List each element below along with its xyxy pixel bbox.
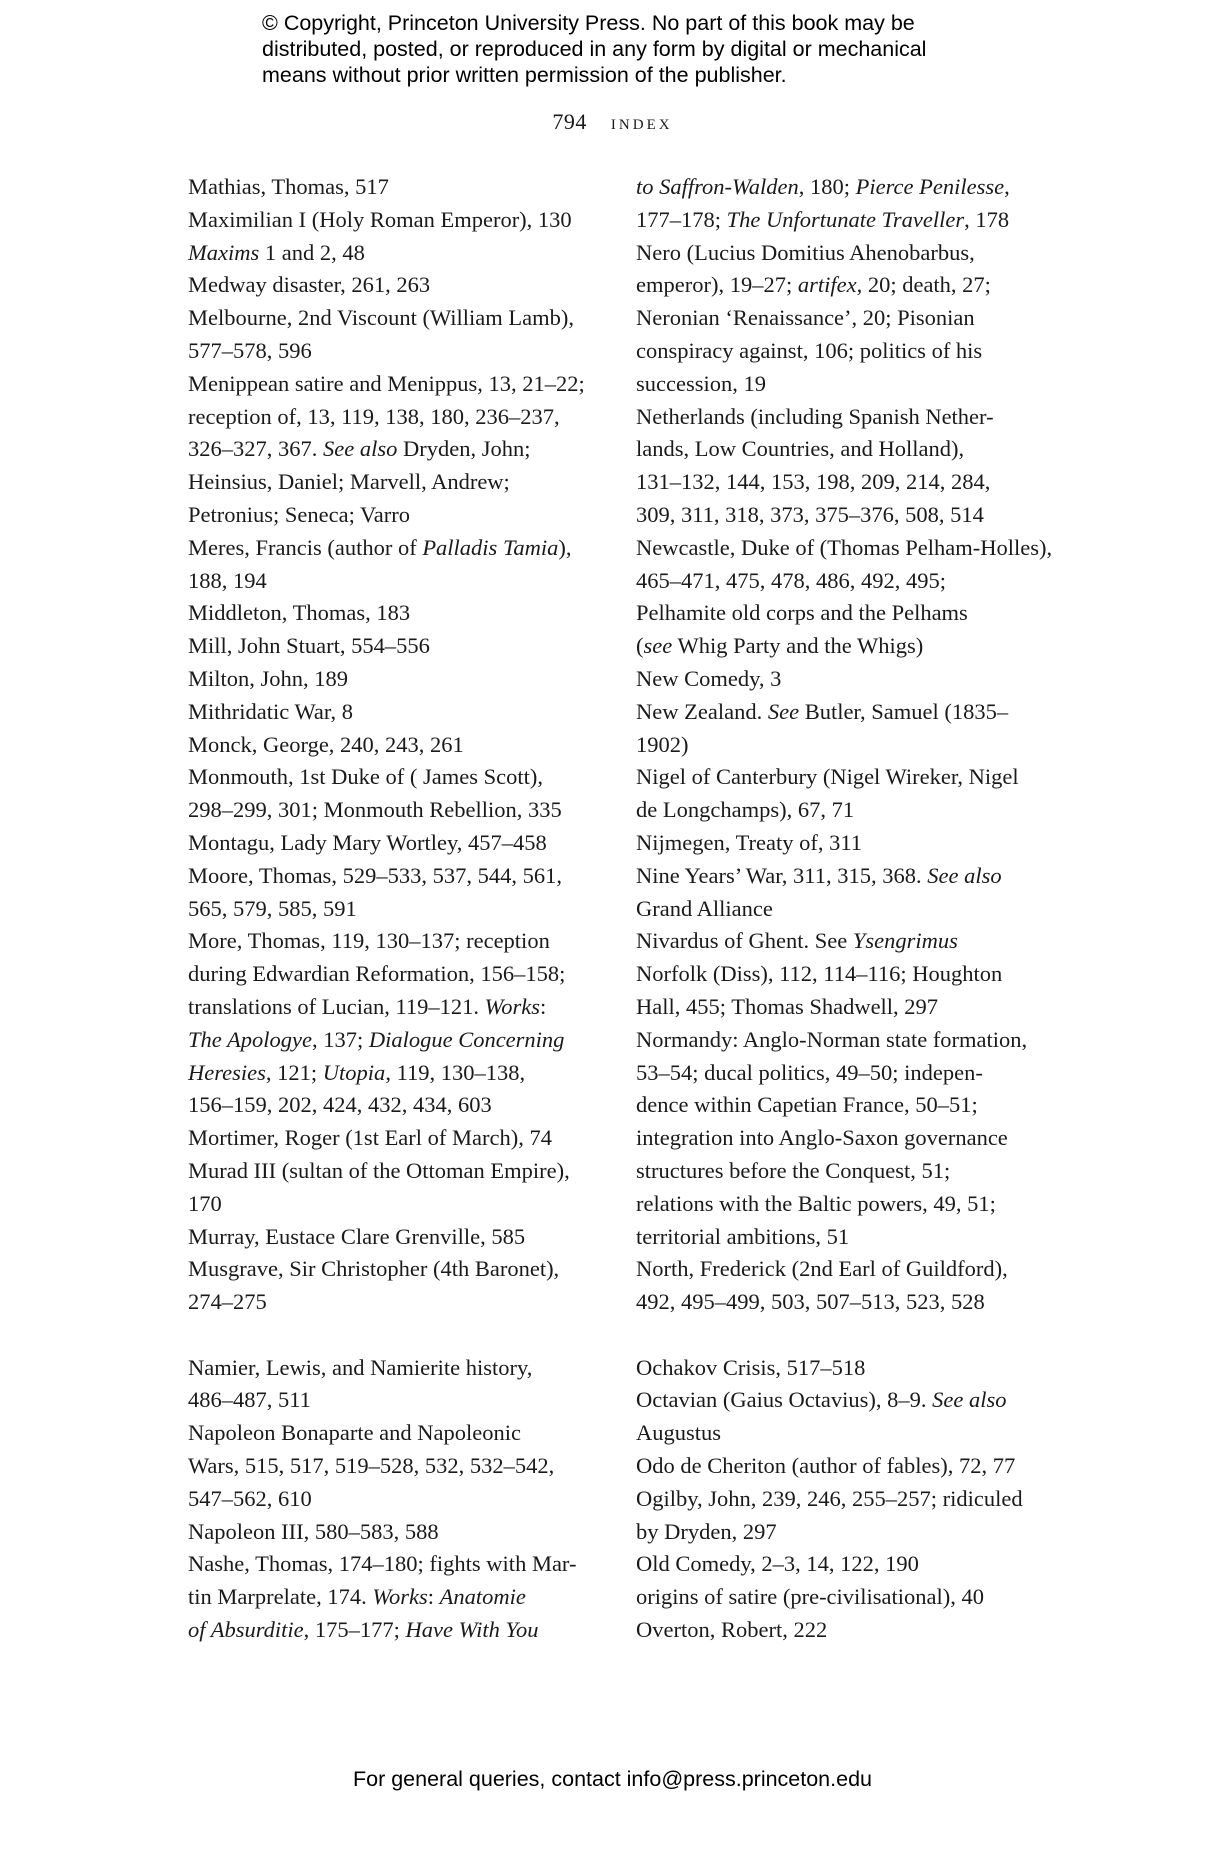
entry-text: Nijmegen, Treaty of, 311 [636,829,863,855]
index-entry-line [188,1221,608,1254]
letter-group-gap [188,1319,608,1352]
index-entry [188,597,608,630]
entry-text: during Edwardian Reformation, 156–158; [188,961,566,987]
entry-text: 170 [188,1190,222,1216]
entry-text: New Comedy, 3 [636,665,782,691]
entry-text: conspiracy against, 106; politics of his [636,337,983,363]
index-entry-line [188,1417,608,1450]
index-entry-line [188,958,608,991]
entry-text: Napoleon III, 580–583, 588 [188,1518,439,1544]
entry-text: Napoleon Bonaparte and Napoleonic [188,1420,522,1446]
index-entry-line [636,761,1056,794]
index-entry-continuation [636,171,1056,237]
entry-text: Old Comedy, 2–3, 14, 122, 190 [636,1551,919,1577]
index-entry-line [636,565,1056,598]
index-entry [188,171,608,204]
entry-text: , 175–177; [303,1617,406,1643]
index-entry-line [188,1155,608,1188]
entry-text: Ogilby, John, 239, 246, 255–257; ridiculed [636,1485,1023,1511]
entry-text: Whig Party and the Whigs) [672,633,924,659]
italic-text: Utopia [322,1059,386,1085]
entry-text: 1 and 2, 48 [259,239,365,265]
index-entry-line [188,1122,608,1155]
running-head [0,109,1225,135]
index-entry-line [636,204,1056,237]
entry-text: Nero (Lucius Domitius Ahenobarbus, [636,239,975,265]
entry-text: lands, Low Countries, and Holland), [636,436,965,462]
index-entry-line [636,1417,1056,1450]
index-entry [188,630,608,663]
index-entry [188,1417,608,1515]
index-entry-line [188,1286,608,1319]
index-entry-line [188,1450,608,1483]
entry-text: 1902) [636,731,689,757]
index-entry-line [188,237,608,270]
index-entry-line [188,1352,608,1385]
copyright-line: distributed, posted, or reproduced in any form by digital or mechanical [262,37,927,61]
index-entry-line [636,1483,1056,1516]
entry-text: 188, 194 [188,567,267,593]
entry-text: Nivardus of Ghent. See [636,928,853,954]
entry-text: Murad III (sultan of the Ottoman Empire), [188,1157,570,1183]
index-entry-line [188,663,608,696]
index-entry [636,663,1056,696]
index-entry-line [636,171,1056,204]
index-entry-line [636,630,1056,663]
entry-text: Murray, Eustace Clare Grenville, 585 [188,1223,526,1249]
entry-text: , 20; death, 27; [856,272,991,298]
index-entry [188,237,608,270]
index-entry-line [636,729,1056,762]
entry-text: 486–487, 511 [188,1387,311,1413]
index-entry [636,1253,1056,1319]
index-entry-line [636,1352,1056,1385]
entry-text: by Dryden, 297 [636,1518,777,1544]
entry-text: de Longchamps), 67, 71 [636,797,855,823]
index-entry-line [188,696,608,729]
italic-text: Heresies [188,1059,266,1085]
index-entry [636,958,1056,1024]
entry-text: Dryden, John; [397,436,531,462]
index-entry-line [636,597,1056,630]
index-entry-line [636,860,1056,893]
index-entry-line [636,827,1056,860]
index-entry-line [636,532,1056,565]
entry-text: reception of, 13, 119, 138, 180, 236–237, [188,403,560,429]
entry-text: , 178 [964,206,1010,232]
index-entry-line [636,302,1056,335]
index-entry-line [636,269,1056,302]
index-entry-line [188,1057,608,1090]
index-entry-line [188,1089,608,1122]
index-entry-line [188,433,608,466]
index-entry [636,1483,1056,1549]
entry-text: Mithridatic War, 8 [188,698,353,724]
entry-text: 131–132, 144, 153, 198, 209, 214, 284, [636,469,991,495]
entry-text: North, Frederick (2nd Earl of Guildford), [636,1256,1008,1282]
entry-text: Augustus [636,1420,722,1446]
index-entry [636,761,1056,827]
entry-text: 156–159, 202, 424, 432, 434, 603 [188,1092,492,1118]
entry-text: Monmouth, 1st Duke of ( James Scott), [188,764,543,790]
index-entry-line [188,827,608,860]
italic-text: Anatomie [439,1584,526,1610]
entry-text: relations with the Baltic powers, 49, 51; [636,1190,996,1216]
entry-text: 577–578, 596 [188,337,312,363]
copyright-line: © Copyright, Princeton University Press. No part of this book may be [262,11,915,35]
index-entry-line [188,729,608,762]
entry-text: succession, 19 [636,370,766,396]
entry-text: Heinsius, Daniel; Marvell, Andrew; [188,469,510,495]
italic-text: Palladis Tamia [422,534,559,560]
index-entry-line [188,1581,608,1614]
index-entry-line [188,893,608,926]
entry-text: Menippean satire and Menippus, 13, 21–22; [188,370,585,396]
index-entry-line [636,1221,1056,1254]
entry-text: Middleton, Thomas, 183 [188,600,411,626]
index-entry-line [188,761,608,794]
entry-text: 177–178; [636,206,727,232]
entry-text: , 121; [265,1059,323,1085]
italic-text: Dialogue Concerning [368,1026,565,1052]
index-entry [636,696,1056,762]
index-entry-line [636,1188,1056,1221]
index-entry [636,1024,1056,1254]
index-entry [636,827,1056,860]
entry-text: territorial ambitions, 51 [636,1223,850,1249]
index-entry-line [636,925,1056,958]
entry-text: Normandy: Anglo-Norman state formation, [636,1026,1028,1052]
entry-text: 565, 579, 585, 591 [188,895,357,921]
index-entry-line [636,1057,1056,1090]
letter-group-gap [636,1319,1056,1352]
entry-text: Petronius; Seneca; Varro [188,501,411,527]
entry-text: Musgrave, Sir Christopher (4th Baronet), [188,1256,560,1282]
entry-text: Monck, George, 240, 243, 261 [188,731,464,757]
index-entry-line [188,466,608,499]
copyright-notice [262,10,982,88]
index-column-left [188,171,608,1647]
index-entry [188,1548,608,1646]
index-entry-line [636,1384,1056,1417]
index-entry-line [636,1122,1056,1155]
entry-text: Nine Years’ War, 311, 315, 368. [636,862,928,888]
index-entry [636,860,1056,926]
entry-text: 53–54; ducal politics, 49–50; indepen- [636,1059,983,1085]
entry-text: 298–299, 301; Monmouth Rebellion, 335 [188,797,562,823]
index-entry-line [636,794,1056,827]
entry-text: Neronian ‘Renaissance’, 20; Pisonian [636,305,975,331]
index-entry-line [188,597,608,630]
entry-text: emperor), 19–27; [636,272,798,298]
index-entry [188,1352,608,1418]
copyright-line: means without prior written permission of the publisher. [262,63,787,87]
entry-text: tin Marprelate, 174. [188,1584,373,1610]
entry-text: , 180; [798,174,856,199]
index-entry-line [636,335,1056,368]
index-entry [188,1122,608,1155]
index-entry [636,1581,1056,1614]
entry-text: New Zealand. [636,698,768,724]
italic-text: Works [484,993,541,1019]
index-entry [188,729,608,762]
italic-text: of Absurditie [188,1617,304,1643]
entry-text: 492, 495–499, 503, 507–513, 523, 528 [636,1289,985,1315]
entry-text: Mathias, Thomas, 517 [188,174,389,199]
index-entry [636,401,1056,532]
section-title: index [610,109,673,134]
index-entry [188,269,608,302]
index-entry-line [636,1089,1056,1122]
italic-text: Have With You [405,1617,539,1643]
italic-text: Maxims [188,239,260,265]
entry-text: 547–562, 610 [188,1485,312,1511]
index-entry-line [188,1614,608,1647]
index-entry-line [636,466,1056,499]
index-entry [188,302,608,368]
entry-text: Odo de Cheriton (author of fables), 72, 77 [636,1453,1016,1479]
entry-text: Milton, John, 189 [188,665,349,691]
entry-text: Wars, 515, 517, 519–528, 532, 532–542, [188,1453,555,1479]
index-entry-line [636,893,1056,926]
entry-text: Nashe, Thomas, 174–180; fights with Mar- [188,1551,577,1577]
index-entry [188,1155,608,1221]
entry-text: Pelhamite old corps and the Pelhams [636,600,968,626]
index-entry [636,925,1056,958]
index-entry-line [188,401,608,434]
page-number: 794 [552,109,587,134]
italic-text: see [643,633,673,659]
index-entry-line [188,532,608,565]
index-entry-line [636,991,1056,1024]
index-entry-line [188,171,608,204]
entry-text: Melbourne, 2nd Viscount (William Lamb), [188,305,575,331]
entry-text: , 119, 130–138, [385,1059,526,1085]
entry-text: More, Thomas, 119, 130–137; reception [188,928,550,954]
entry-text: origins of satire (pre-civilisational), 40 [636,1584,985,1610]
index-entry [188,1253,608,1319]
entry-text: Nigel of Canterbury (Nigel Wireker, Nigel [636,764,1019,790]
entry-text: translations of Lucian, 119–121. [188,993,485,1019]
index-entry-line [636,1614,1056,1647]
italic-text: artifex [797,272,857,298]
index-entry-line [188,1548,608,1581]
index-entry-line [188,991,608,1024]
index-entry-line [636,1253,1056,1286]
index-entry-line [636,1024,1056,1057]
entry-text: 465–471, 475, 478, 486, 492, 495; [636,567,947,593]
index-entry-line [636,1548,1056,1581]
entry-text: Norfolk (Diss), 112, 114–116; Houghton [636,961,1003,987]
index-entry-line [188,860,608,893]
entry-text: 326–327, 367. [188,436,323,462]
index-entry-line [188,269,608,302]
entry-text: structures before the Conquest, 51; [636,1157,951,1183]
index-entry-line [636,1286,1056,1319]
index-entry [188,827,608,860]
entry-text: Netherlands (including Spanish Nether- [636,403,994,429]
index-entry [636,1450,1056,1483]
index-entry-line [188,1384,608,1417]
italic-text: to Saffron-Walden [636,174,799,199]
index-entry-line [636,237,1056,270]
index-entry-line [188,1253,608,1286]
entry-text: ), [558,534,572,560]
entry-text: , 137; [311,1026,369,1052]
index-entry-line [188,794,608,827]
index-entry-line [188,335,608,368]
entry-text: ( [636,633,644,659]
italic-text: Works [372,1584,428,1610]
italic-text: Pierce Penilesse [855,174,1005,199]
italic-text: See also [323,436,398,462]
entry-text: integration into Anglo-Saxon governance [636,1125,1008,1151]
entry-text: Hall, 455; Thomas Shadwell, 297 [636,993,939,1019]
entry-text: Newcastle, Duke of (Thomas Pelham-Holles), [636,534,1053,560]
entry-text: Grand Alliance [636,895,773,921]
index-entry-line [188,1483,608,1516]
italic-text: The Unfortunate Traveller [726,206,965,232]
entry-text: Montagu, Lady Mary Wortley, 457–458 [188,829,547,855]
index-entry [188,761,608,827]
entry-text: Maximilian I (Holy Roman Emperor), 130 [188,206,572,232]
index-entry [188,368,608,532]
entry-text: : [540,993,547,1019]
index-entry [636,532,1056,663]
index-entry-line [188,368,608,401]
index-entry [188,925,608,1122]
index-entry-line [188,499,608,532]
index-entry [188,696,608,729]
entry-text: Butler, Samuel (1835– [799,698,1009,724]
entry-text: Meres, Francis (author of [188,534,423,560]
entry-text: Ochakov Crisis, 517–518 [636,1354,866,1380]
index-entry-line [636,401,1056,434]
index-entry [188,663,608,696]
index-entry [188,532,608,598]
italic-text: See [767,698,800,724]
index-entry-line [188,630,608,663]
index-column-right [636,171,1056,1647]
index-entry-line [188,204,608,237]
index-entry-line [636,1516,1056,1549]
index-entry-line [188,925,608,958]
index-entry-line [188,1188,608,1221]
entry-text: Mortimer, Roger (1st Earl of March), 74 [188,1125,552,1151]
index-entry [636,1614,1056,1647]
index-entry [188,1516,608,1549]
index-entry [636,1352,1056,1385]
index-entry [188,860,608,926]
index-entry-line [636,958,1056,991]
index-entry-line [636,663,1056,696]
italic-text: See also [932,1387,1007,1413]
italic-text: Ysengrimus [852,928,958,954]
index-entry-line [636,1581,1056,1614]
index-entry [636,1548,1056,1581]
index-entry-line [188,302,608,335]
entry-text: Overton, Robert, 222 [636,1617,828,1643]
index-entry-line [188,1024,608,1057]
entry-text: Octavian (Gaius Octavius), 8–9. [636,1387,933,1413]
index-entry-line [636,696,1056,729]
entry-text: 309, 311, 318, 373, 375–376, 508, 514 [636,501,984,527]
entry-text: : [427,1584,440,1610]
entry-text: Namier, Lewis, and Namierite history, [188,1354,533,1380]
index-entry [636,237,1056,401]
index-entry-line [636,368,1056,401]
entry-text: , [1004,174,1010,199]
index-entry-line [188,565,608,598]
footer-contact: For general queries, contact info@press.princeton.edu [352,1767,872,1791]
index-entry [188,1221,608,1254]
index-entry [636,1384,1056,1450]
italic-text: The Apologye [188,1026,312,1052]
entry-text: 274–275 [188,1289,267,1315]
entry-text: Moore, Thomas, 529–533, 537, 544, 561, [188,862,562,888]
entry-text: Mill, John Stuart, 554–556 [188,633,430,659]
index-entry-line [636,1155,1056,1188]
entry-text: Medway disaster, 261, 263 [188,272,431,298]
italic-text: See also [927,862,1002,888]
index-entry-line [636,499,1056,532]
index-entry-line [188,1516,608,1549]
entry-text: dence within Capetian France, 50–51; [636,1092,978,1118]
index-entry [188,204,608,237]
index-entry-line [636,1450,1056,1483]
index-entry-line [636,433,1056,466]
